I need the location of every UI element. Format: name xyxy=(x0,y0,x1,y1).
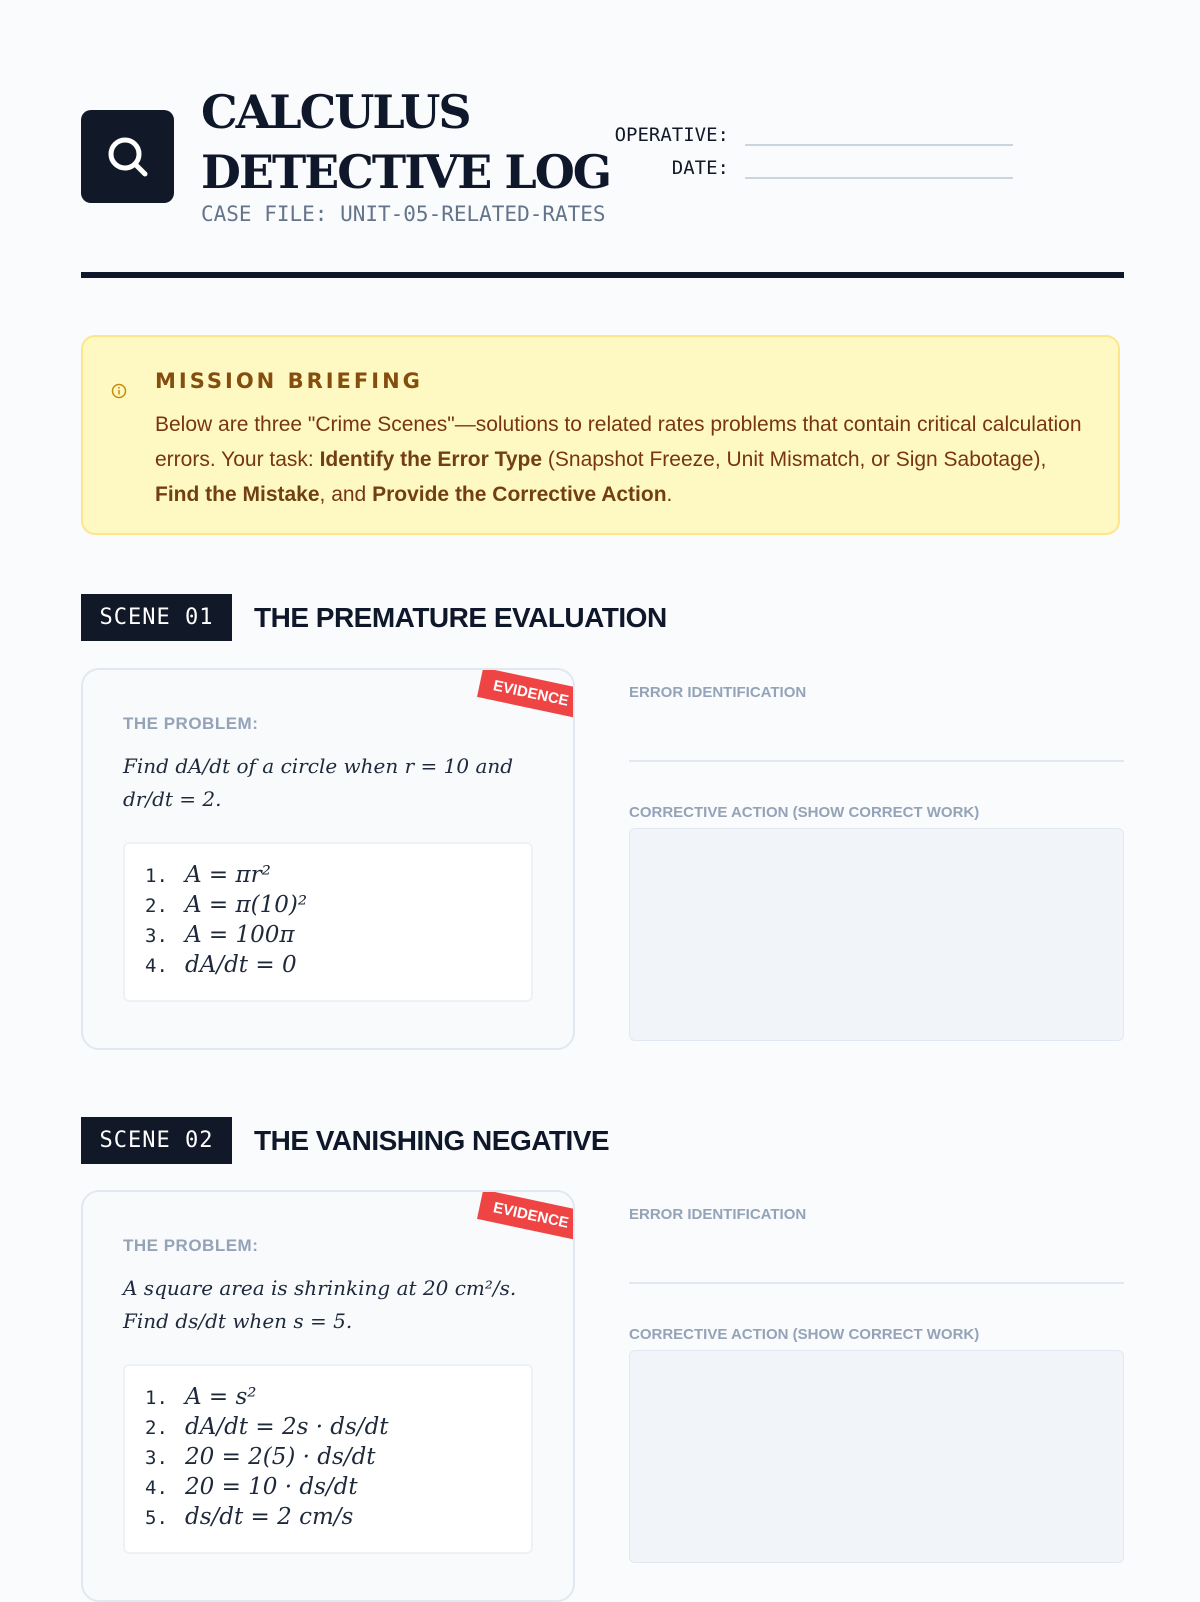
problem-text: A square area is shrinking at 20 cm²/s. Find ds/dt when s = 5. xyxy=(123,1276,517,1333)
error-identification-label: ERROR IDENTIFICATION xyxy=(629,684,807,701)
operative-label: OPERATIVE: xyxy=(614,124,729,146)
work-line: 1. A = s² xyxy=(145,1384,257,1410)
info-icon xyxy=(111,383,127,404)
problem-label: THE PROBLEM: xyxy=(123,714,259,733)
date-input-line[interactable] xyxy=(745,159,1013,179)
work-line: 5. ds/dt = 2 cm/s xyxy=(145,1504,354,1530)
work-line: 2. dA/dt = 2s · ds/dt xyxy=(145,1414,389,1440)
scene-title: THE PREMATURE EVALUATION xyxy=(254,601,667,633)
work-line: 4. 20 = 10 · ds/dt xyxy=(145,1474,358,1500)
corrective-action-input[interactable] xyxy=(629,1350,1124,1563)
scene-tag: SCENE 01 xyxy=(81,594,232,641)
work-line: 3. 20 = 2(5) · ds/dt xyxy=(145,1444,376,1470)
date-label: DATE: xyxy=(671,157,729,179)
date-field xyxy=(609,157,1013,179)
work-line: 1. A = πr² xyxy=(145,862,271,888)
search-icon xyxy=(81,110,174,203)
operative-input-line[interactable] xyxy=(745,126,1013,146)
error-identification-input[interactable] xyxy=(629,1282,1124,1284)
work-line: 2. A = π(10)² xyxy=(145,892,308,918)
work-box xyxy=(123,1364,533,1554)
briefing-text: Below are three "Crime Scenes"—solutions to related rates problems that contain critical calculation errors. Your task: Identify the Error Type (Snapshot Freeze, Unit Mismatch, or Sign Sabotage), Find the Mistake, and Provide the Corrective Action. xyxy=(155,413,1082,506)
evidence-stamp: EVIDENCE xyxy=(477,668,575,718)
evidence-card xyxy=(81,668,575,1050)
scene-02-header xyxy=(81,1117,609,1164)
operative-field xyxy=(609,124,1013,146)
scene-01-header xyxy=(81,594,667,641)
error-identification-input[interactable] xyxy=(629,760,1124,762)
problem-text: Find dA/dt of a circle when r = 10 and dr/dt = 2. xyxy=(123,754,514,811)
page-title: CALCULUS DETECTIVE LOG xyxy=(201,85,611,199)
evidence-stamp: EVIDENCE xyxy=(477,1190,575,1240)
scene-tag: SCENE 02 xyxy=(81,1117,232,1164)
work-line: 3. A = 100π xyxy=(145,922,295,948)
work-line: 4. dA/dt = 0 xyxy=(145,952,297,978)
worksheet-page xyxy=(81,0,1124,1600)
evidence-card xyxy=(81,1190,575,1602)
work-box xyxy=(123,842,533,1002)
scene-title: THE VANISHING NEGATIVE xyxy=(254,1124,610,1156)
corrective-action-input[interactable] xyxy=(629,828,1124,1041)
mission-briefing xyxy=(81,335,1120,535)
problem-label: THE PROBLEM: xyxy=(123,1236,259,1255)
corrective-action-label: CORRECTIVE ACTION (SHOW CORRECT WORK) xyxy=(629,1326,980,1343)
briefing-title: MISSION BRIEFING xyxy=(155,369,423,393)
error-identification-label: ERROR IDENTIFICATION xyxy=(629,1206,807,1223)
case-file-label: CASE FILE: UNIT-05-RELATED-RATES xyxy=(201,202,606,226)
header-divider xyxy=(81,272,1124,278)
corrective-action-label: CORRECTIVE ACTION (SHOW CORRECT WORK) xyxy=(629,804,980,821)
